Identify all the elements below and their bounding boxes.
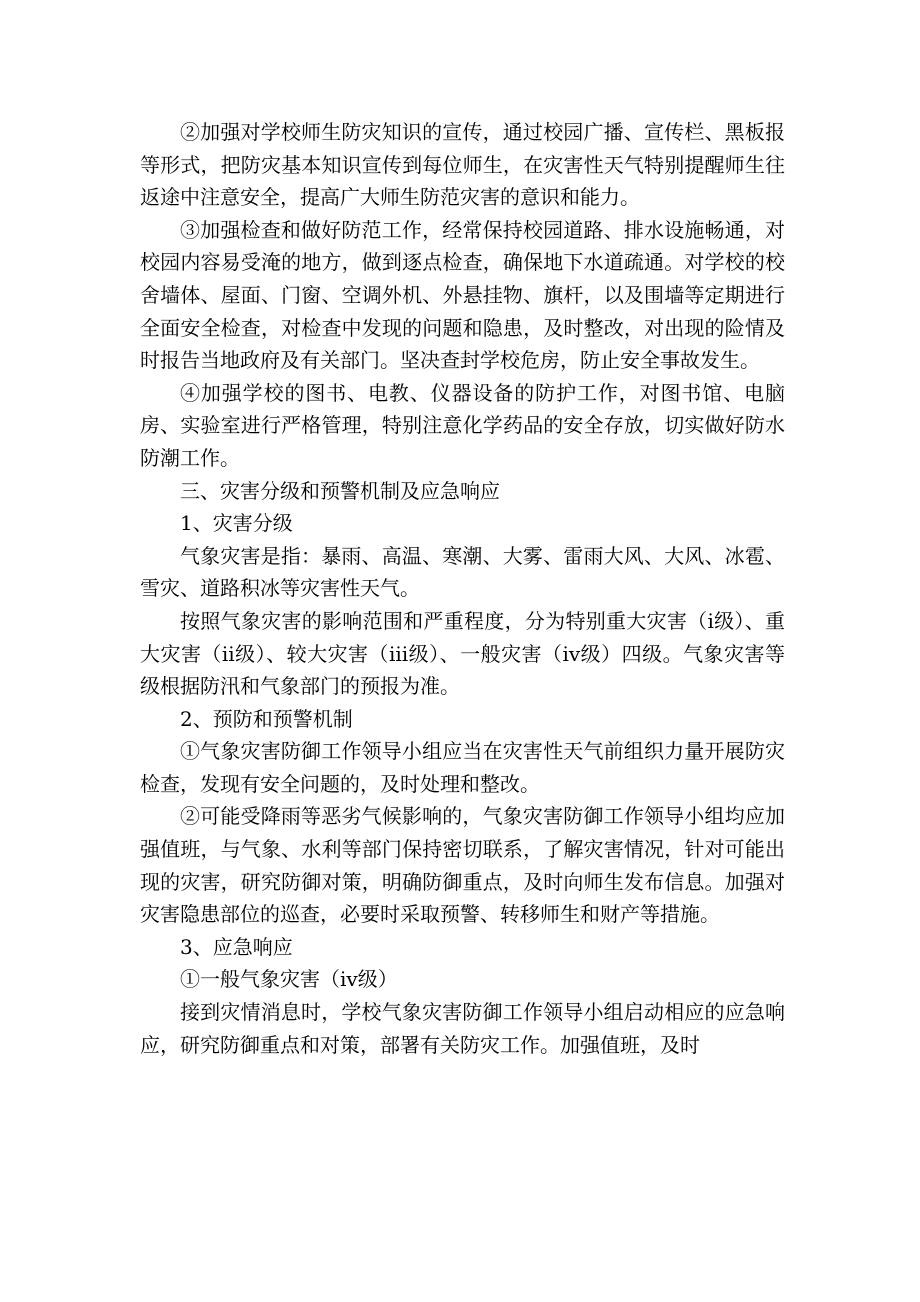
subheading-general-disaster-level-iv: ①一般气象灾害（ⅳ级） — [180, 967, 398, 992]
paragraph-duty-and-contact: ②可能受降雨等恶劣气候影响的，气象灾害防御工作领导小组均应加强值班，与气象、水利等部门保持密切联系，了解灾害情况，针对可能出现的灾害，研究防御对策，明确防御重点，及时向师生发布信息。加强对灾害隐患部位的巡查，必要时采取预警、转移师生和财产等措施。 — [140, 804, 785, 927]
subheading-emergency-response: 3、应急响应 — [180, 934, 293, 959]
subheading-disaster-grading: 1、灾害分级 — [180, 511, 293, 536]
paragraph-equipment-protection: ④加强学校的图书、电教、仪器设备的防护工作，对图书馆、电脑房、实验室进行严格管理，特别注意化学药品的安全存放，切实做好防水防潮工作。 — [140, 380, 785, 470]
paragraph-disaster-definition: 气象灾害是指：暴雨、高温、寒潮、大雾、雷雨大风、大风、冰雹、雪灾、道路积冰等灾害性天气。 — [140, 543, 785, 601]
paragraph-pre-disaster-inspection: ①气象灾害防御工作领导小组应当在灾害性天气前组织力量开展防灾检查，发现有安全问题的，及时处理和整改。 — [140, 739, 785, 796]
paragraph-disaster-levels: 按照气象灾害的影响范围和严重程度，分为特别重大灾害（ⅰ级）、重大灾害（ⅱ级）、较大灾害（ⅲ级）、一般灾害（ⅳ级）四级。气象灾害等级根据防汛和气象部门的预报为准。 — [140, 608, 785, 699]
paragraph-response-procedure: 接到灾情消息时，学校气象灾害防御工作领导小组启动相应的应急响应，研究防御重点和对策，部署有关防灾工作。加强值班，及时 — [140, 1000, 785, 1057]
document-body — [140, 116, 785, 1061]
subheading-prevention-warning: 2、预防和预警机制 — [180, 706, 353, 731]
section-heading-grading-warning-response: 三、灾害分级和预警机制及应急响应 — [180, 478, 500, 503]
paragraph-school-disaster-awareness: ②加强对学校师生防灾知识的宣传，通过校园广播、宣传栏、黑板报等形式，把防灾基本知识宣传到每位师生，在灾害性天气特别提醒师生往返途中注意安全，提高广大师生防范灾害的意识和能力。 — [140, 120, 785, 210]
paragraph-inspection-prevention: ③加强检查和做好防范工作，经常保持校园道路、排水设施畅通，对校园内容易受淹的地方，做到逐点检查，确保地下水道疏通。对学校的校舍墙体、屋面、门窗、空调外机、外悬挂物、旗杆，以及围墙等定期进行全面安全检查，对检查中发现的问题和隐患，及时整改，对出现的险情及时报告当地政府及有关部门。坚决查封学校危房，防止安全事故发生。 — [140, 217, 785, 373]
